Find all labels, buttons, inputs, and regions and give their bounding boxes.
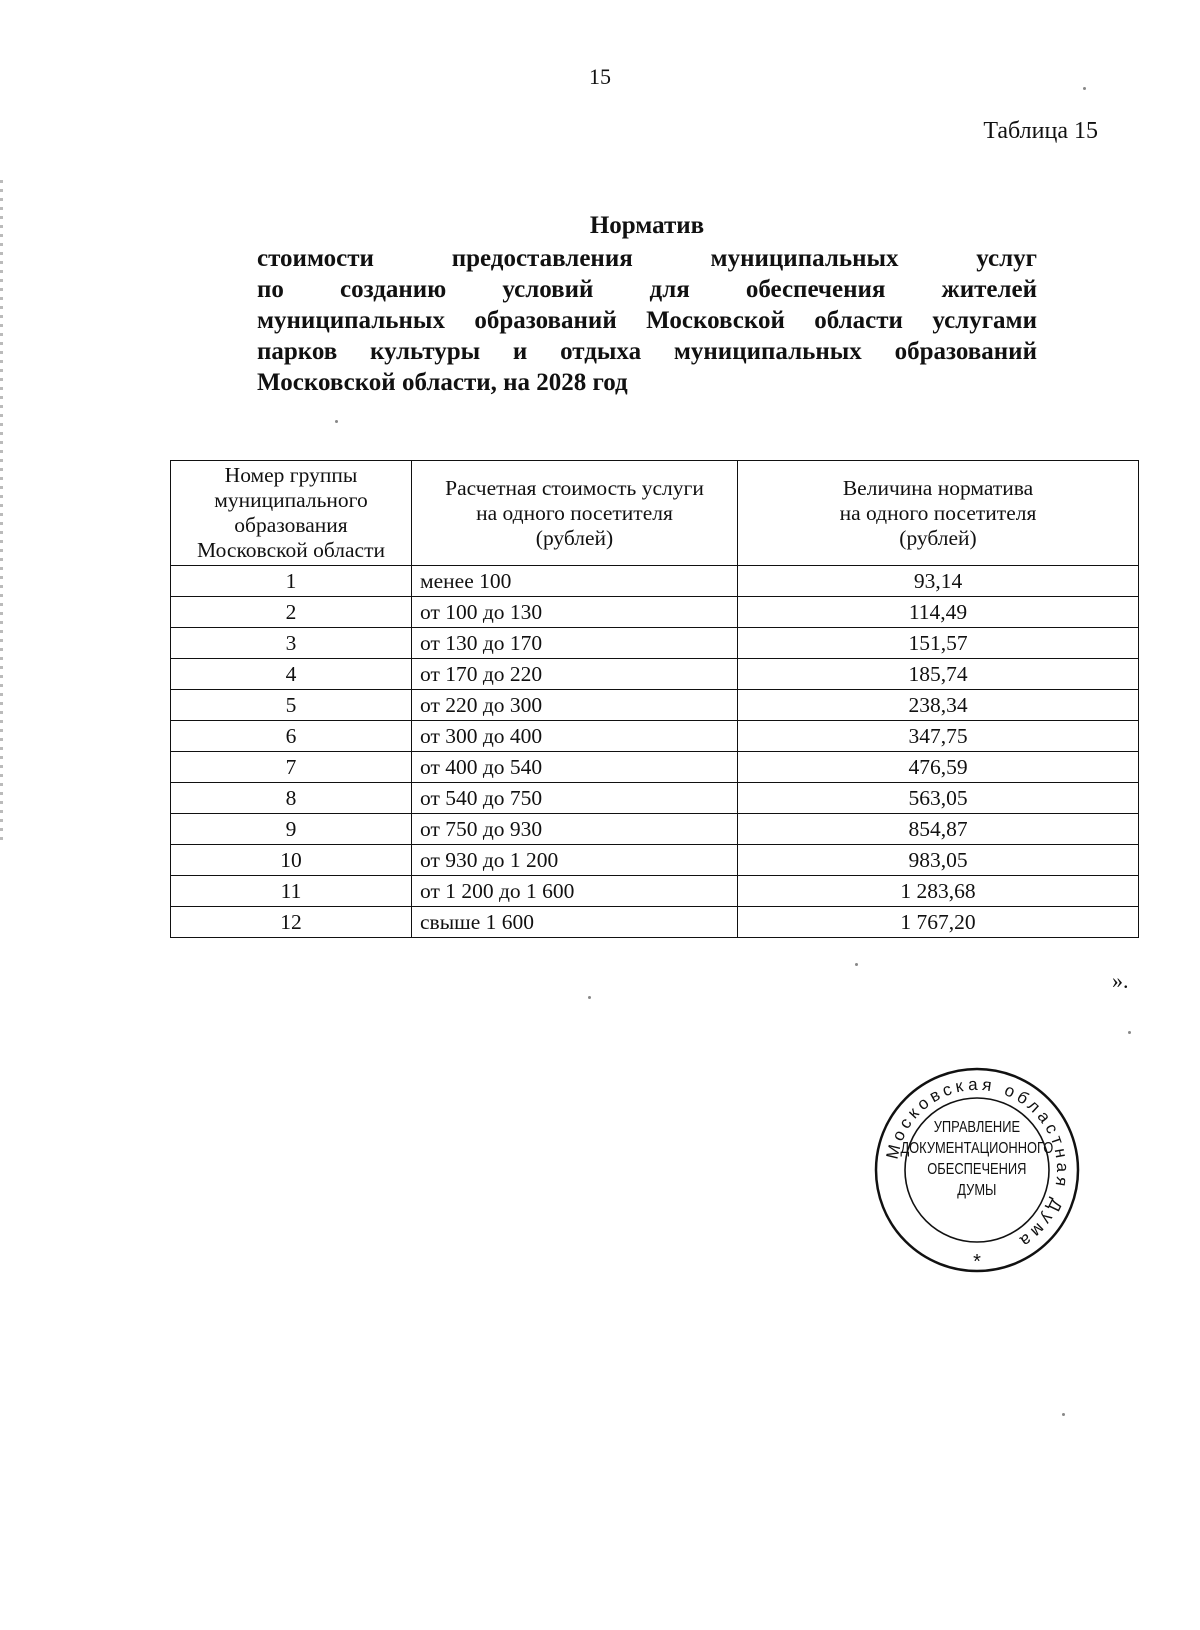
range-cell: от 130 до 170	[412, 628, 738, 659]
value-cell: 854,87	[738, 814, 1139, 845]
range-cell: от 750 до 930	[412, 814, 738, 845]
group-cell: 8	[171, 783, 412, 814]
range-cell: свыше 1 600	[412, 907, 738, 938]
group-cell: 1	[171, 566, 412, 597]
header-estimated-cost: Расчетная стоимость услуги на одного посетителя (рублей)	[412, 461, 738, 566]
value-cell: 476,59	[738, 752, 1139, 783]
value-cell: 1 283,68	[738, 876, 1139, 907]
scan-speck	[588, 996, 591, 999]
scan-speck	[1062, 1413, 1065, 1416]
header-group-number: Номер группы муниципального образования Московской области	[171, 461, 412, 566]
stamp-line: УПРАВЛЕНИЕ	[933, 1119, 1021, 1137]
table-row	[171, 752, 1139, 783]
value-cell: 1 767,20	[738, 907, 1139, 938]
range-cell: менее 100	[412, 566, 738, 597]
group-cell: 9	[171, 814, 412, 845]
group-cell: 4	[171, 659, 412, 690]
table-row	[171, 566, 1139, 597]
scan-speck	[855, 963, 858, 966]
table-row	[171, 690, 1139, 721]
group-cell: 3	[171, 628, 412, 659]
range-cell: от 1 200 до 1 600	[412, 876, 738, 907]
table-row	[171, 907, 1139, 938]
group-cell: 10	[171, 845, 412, 876]
official-stamp	[872, 1065, 1082, 1275]
stamp-line: ДУМЫ	[957, 1181, 997, 1200]
group-cell: 2	[171, 597, 412, 628]
norm-table	[170, 460, 1139, 938]
table-row	[171, 876, 1139, 907]
stamp-line: ОБЕСПЕЧЕНИЯ	[927, 1160, 1027, 1179]
value-cell: 151,57	[738, 628, 1139, 659]
stamp-star: *	[973, 1251, 981, 1273]
group-cell: 6	[171, 721, 412, 752]
page-number: 15	[589, 64, 611, 89]
table-row	[171, 721, 1139, 752]
scan-edge-artifact	[0, 180, 3, 840]
value-cell: 563,05	[738, 783, 1139, 814]
value-cell: 185,74	[738, 659, 1139, 690]
title-line: Московской области, на 2028 год	[257, 369, 628, 396]
range-cell: от 100 до 130	[412, 597, 738, 628]
table-row	[171, 597, 1139, 628]
scan-speck	[335, 420, 338, 423]
document-title	[257, 210, 1037, 398]
table-row	[171, 628, 1139, 659]
group-cell: 11	[171, 876, 412, 907]
range-cell: от 930 до 1 200	[412, 845, 738, 876]
range-cell: от 170 до 220	[412, 659, 738, 690]
closing-quote: ».	[1112, 968, 1129, 993]
range-cell: от 220 до 300	[412, 690, 738, 721]
group-cell: 7	[171, 752, 412, 783]
group-cell: 5	[171, 690, 412, 721]
scan-speck	[1128, 1031, 1131, 1034]
title-line: парков культуры и отдыха муниципальных образований	[257, 338, 1037, 365]
title-line: стоимости предоставления муниципальных услуг	[257, 245, 1037, 272]
stamp-ring-text: Московская областная Дума	[882, 1074, 1073, 1253]
table-row	[171, 845, 1139, 876]
value-cell: 238,34	[738, 690, 1139, 721]
range-cell: от 540 до 750	[412, 783, 738, 814]
title-main: Норматив	[589, 212, 705, 239]
header-norm-value: Величина норматива на одного посетителя (рублей)	[738, 461, 1139, 566]
stamp-center-text	[900, 1119, 1053, 1199]
table-header-row	[171, 461, 1139, 566]
value-cell: 93,14	[738, 566, 1139, 597]
table-row	[171, 783, 1139, 814]
title-line: по созданию условий для обеспечения жителей	[257, 276, 1037, 303]
stamp-line: ДОКУМЕНТАЦИОННОГО	[900, 1139, 1054, 1158]
title-line: муниципальных образований Московской области услугами	[257, 307, 1037, 334]
table-label: Таблица 15	[983, 118, 1098, 144]
table-row	[171, 659, 1139, 690]
value-cell: 347,75	[738, 721, 1139, 752]
group-cell: 12	[171, 907, 412, 938]
table-row	[171, 814, 1139, 845]
range-cell: от 300 до 400	[412, 721, 738, 752]
value-cell: 983,05	[738, 845, 1139, 876]
range-cell: от 400 до 540	[412, 752, 738, 783]
value-cell: 114,49	[738, 597, 1139, 628]
